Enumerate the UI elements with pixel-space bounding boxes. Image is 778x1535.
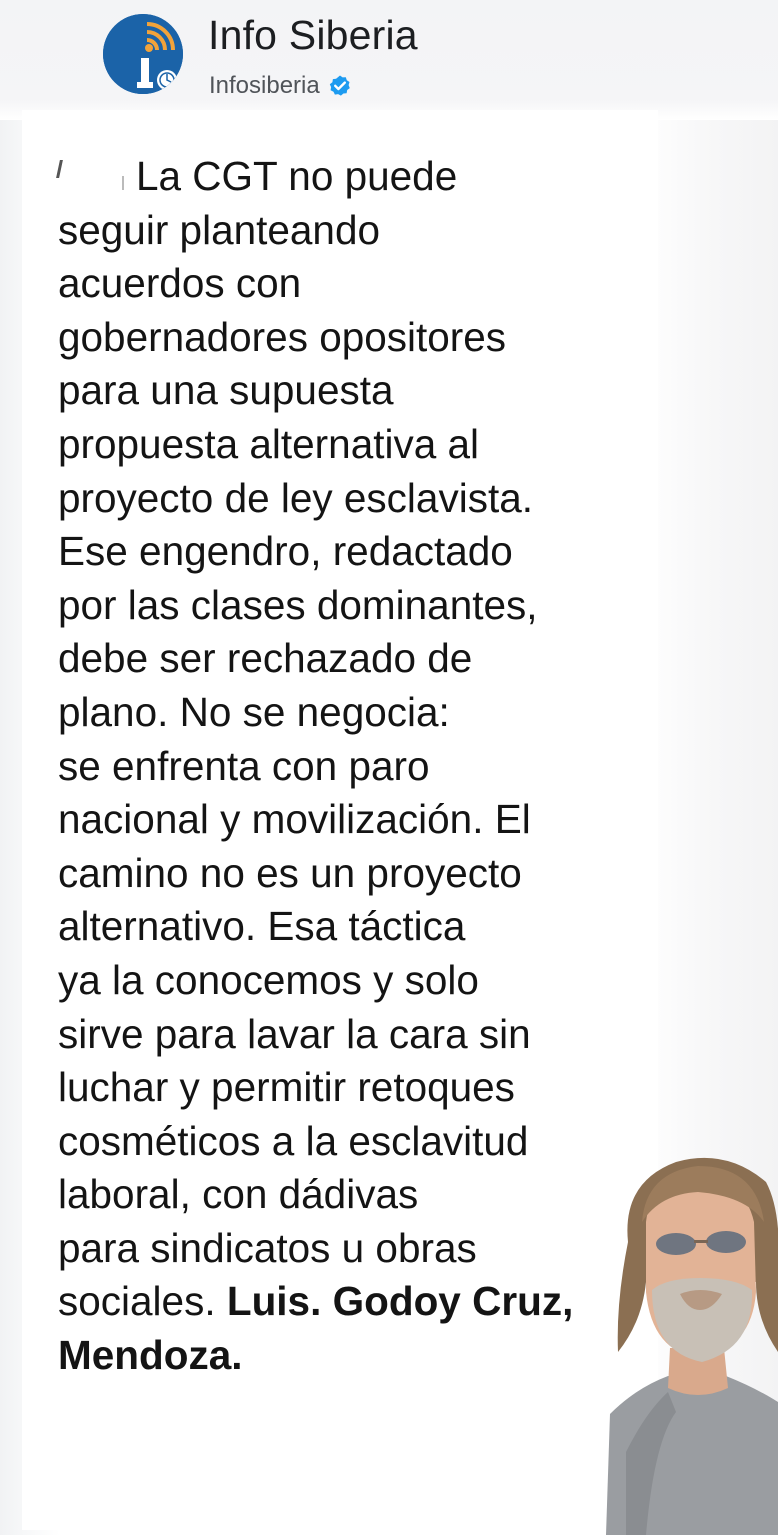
- post-line: luchar y permitir retoques: [58, 1064, 515, 1111]
- scan-artifact: [122, 176, 124, 190]
- post-line: para sindicatos u obras: [58, 1224, 477, 1271]
- post-line: Ese engendro, redactado: [58, 528, 513, 575]
- info-siberia-logo-icon[interactable]: [103, 14, 183, 94]
- post-line: proyecto de ley esclavista.: [58, 474, 533, 521]
- post-line: camino no es un proyecto: [58, 849, 522, 896]
- post-line: por las clases dominantes,: [58, 581, 538, 628]
- post-line: laboral, con dádivas: [58, 1171, 419, 1218]
- post-line: nacional y movilización. El: [58, 796, 531, 843]
- signature: Luis. Godoy Cruz,: [226, 1278, 574, 1325]
- post-line: sirve para lavar la cara sin: [58, 1010, 531, 1057]
- post-body: [58, 150, 628, 1383]
- post-line-text: La CGT no puede: [136, 153, 458, 199]
- post-line: [58, 150, 628, 204]
- account-handle[interactable]: Infosiberia: [209, 72, 320, 99]
- post-line: ya la conocemos y solo: [58, 956, 479, 1003]
- post-line: [58, 1275, 628, 1329]
- post-line: acuerdos con: [58, 260, 302, 307]
- post-line: seguir planteando: [58, 206, 381, 253]
- post-line: debe ser rechazado de: [58, 635, 473, 682]
- post-line: cosméticos a la esclavitud: [58, 1117, 529, 1164]
- verified-badge-icon: [328, 74, 352, 98]
- author-portrait-image: [606, 1152, 778, 1535]
- post-line: se enfrenta con paro: [58, 742, 430, 789]
- scan-artifact: [56, 160, 63, 178]
- post-line: plano. No se negocia:: [58, 688, 450, 735]
- post-line: alternativo. Esa táctica: [58, 903, 466, 950]
- post-line: gobernadores opositores: [58, 313, 507, 360]
- account-handle-row: [209, 70, 352, 102]
- page-title[interactable]: Info Siberia: [208, 12, 418, 58]
- post-line: para una supuesta: [58, 367, 394, 414]
- post-line-text: sociales.: [58, 1278, 227, 1325]
- signature-location: Mendoza.: [58, 1332, 243, 1379]
- post-line: [58, 1329, 628, 1383]
- post-line: propuesta alternativa al: [58, 420, 480, 467]
